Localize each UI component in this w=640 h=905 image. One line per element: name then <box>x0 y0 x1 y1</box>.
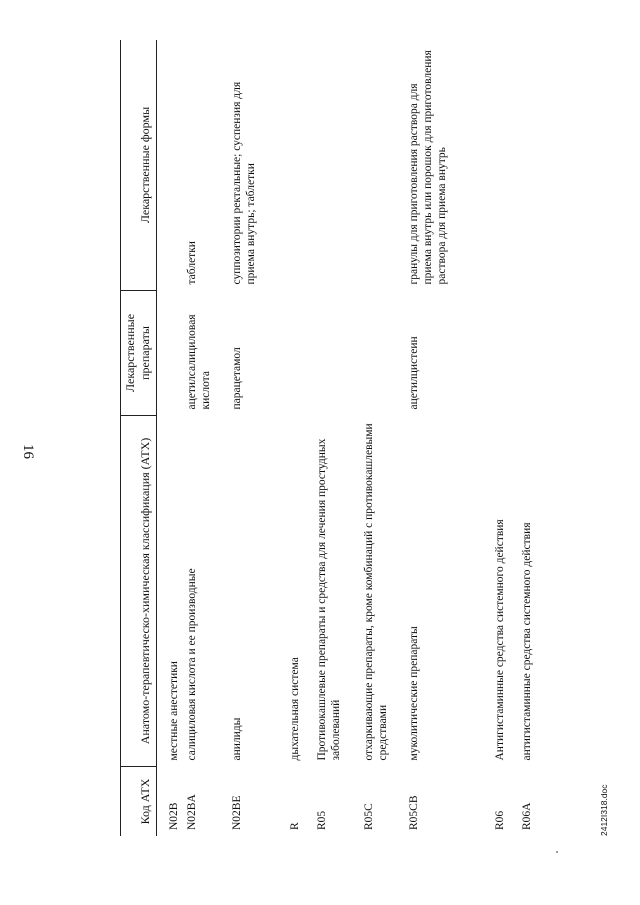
row-atc: анилиды <box>230 717 243 761</box>
table-row <box>157 40 185 836</box>
header-forms: Лекарственные формы <box>121 40 157 291</box>
row-code: R06A <box>520 802 533 830</box>
table-header-row <box>121 40 157 836</box>
row-drug <box>493 291 520 416</box>
row-drug <box>315 291 362 416</box>
atc-table <box>120 40 547 836</box>
table-row <box>407 40 493 836</box>
row-atc: Антигистаминные средства системного действия <box>493 519 506 761</box>
row-code: R05 <box>315 810 328 830</box>
row-form <box>157 40 185 291</box>
header-atc: Анатомо-терапевтическо-химическая классификация (АТХ) <box>121 416 157 767</box>
row-code: N02BA <box>185 794 198 830</box>
row-drug: парацетамол <box>230 347 243 410</box>
table-row <box>493 40 520 836</box>
row-form <box>288 40 315 291</box>
row-drug <box>288 291 315 416</box>
row-atc: дыхательная система <box>288 657 301 761</box>
row-code: R06 <box>493 810 506 830</box>
row-form <box>520 40 547 291</box>
row-form <box>315 40 362 291</box>
row-code: N02B <box>168 802 181 830</box>
row-atc: антигистаминные средства системного действия <box>520 522 533 761</box>
table-row <box>185 40 230 836</box>
row-atc: салициловая кислота и ее производные <box>185 568 198 761</box>
row-code: N02BE <box>230 795 243 830</box>
row-drug <box>520 291 547 416</box>
row-form <box>362 40 407 291</box>
row-form: таблетки <box>185 241 198 285</box>
row-code: R05C <box>362 803 375 830</box>
table-row <box>230 40 288 836</box>
page-number: 16 <box>20 444 36 459</box>
table-row <box>315 40 362 836</box>
row-atc: местные анестетики <box>168 661 181 761</box>
header-drugs: Лекарственные препараты <box>121 291 157 416</box>
row-atc: Противокашлевые препараты и средства для лечения простудных заболеваний <box>315 438 342 761</box>
row-drug <box>157 291 185 416</box>
rotated-table-container <box>120 50 533 836</box>
row-atc: отхаркивающие препараты, кроме комбинаций с противокашлевыми средствами <box>362 423 389 761</box>
scan-speck <box>556 851 558 853</box>
row-form: гранулы для приготовления раствора для приема внутрь или порошок для приготовления раствора для приема внутрь <box>407 50 448 285</box>
row-form <box>493 40 520 291</box>
document-filename: 2412I318.doc <box>599 784 609 836</box>
table-row <box>362 40 407 836</box>
row-drug: ацетилсалициловая кислота <box>185 314 212 410</box>
table-row <box>288 40 315 836</box>
row-drug <box>362 291 407 416</box>
row-drug: ацетилцистеин <box>407 336 420 410</box>
row-code: R <box>288 822 301 830</box>
header-code: Код АТХ <box>121 767 157 837</box>
row-atc: муколитические препараты <box>407 626 420 761</box>
row-code: R05CB <box>407 795 420 830</box>
row-form: суппозитории ректальные; суспензия для приема внутрь; таблетки <box>230 81 257 285</box>
table-row <box>520 40 547 836</box>
